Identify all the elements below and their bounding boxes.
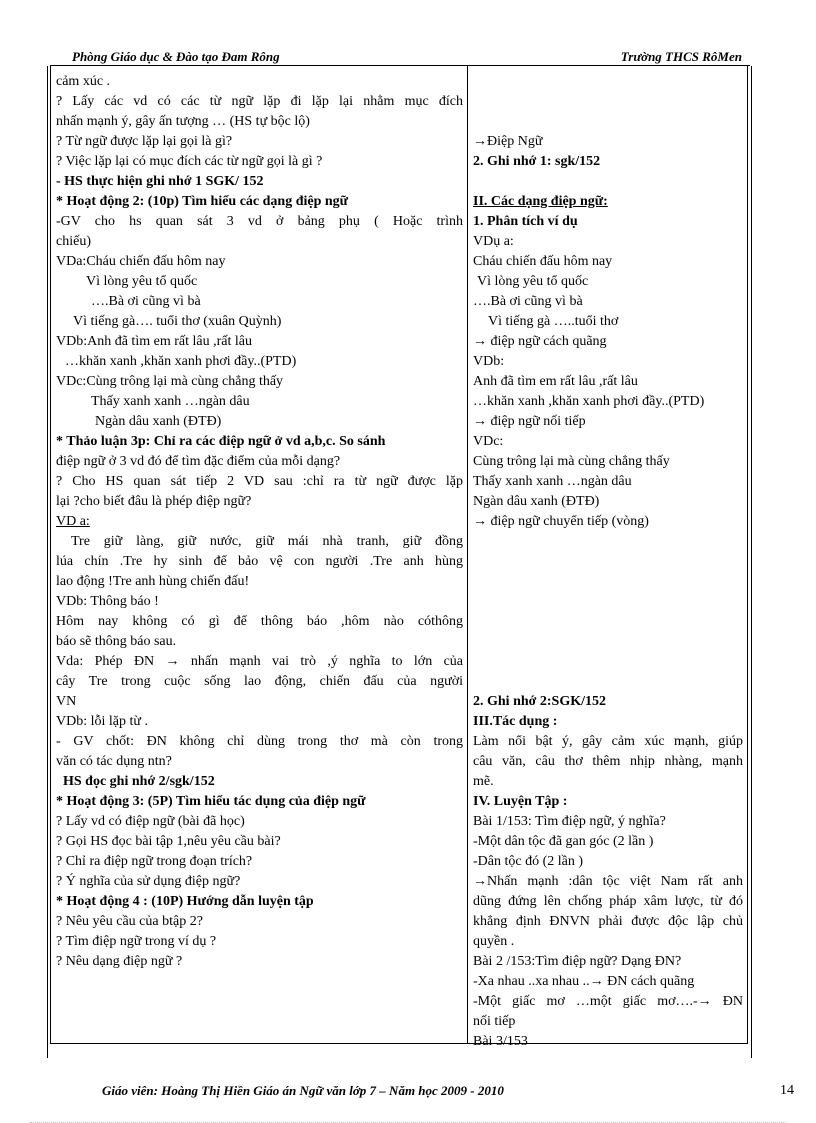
right-line: Anh đã tìm em rất lâu ,rất lâu [473, 374, 638, 389]
page-footer: Giáo viên: Hoàng Thị Hiền Giáo án Ngữ văn lớp 7 – Năm học 2009 - 2010 [102, 1083, 504, 1098]
left-line: ? Gọi HS đọc bài tập 1,nêu yêu cầu bài? [56, 834, 281, 849]
left-line: ? Việc lặp lại có mục đích các từ ngữ gọi là gì ? [56, 154, 323, 169]
left-line: văn có tác dụng ntn? [56, 754, 172, 769]
left-line: * Hoạt động 4 : (10P) Hướng dẫn luyện tập [56, 894, 314, 909]
left-line: HS đọc ghi nhớ 2/sgk/152 [63, 774, 215, 789]
left-line: …khăn xanh ,khăn xanh phơi đầy..(PTD) [65, 354, 297, 369]
left-line: - GV chốt: ĐN không chỉ dùng trong thơ mà còn trong [56, 734, 463, 749]
content-column [468, 66, 747, 1049]
left-line: ? Chỉ ra điệp ngữ trong đoạn trích? [56, 854, 253, 869]
right-line: mẽ. [473, 774, 494, 789]
page-header [72, 49, 742, 65]
left-line: ? Nêu dạng điệp ngữ ? [56, 954, 183, 969]
left-line: ….Bà ơi cũng vì bà [91, 294, 201, 309]
left-line: -GV cho hs quan sát 3 vd ở bảng phụ ( Hoặc trình [56, 214, 463, 229]
right-line: -Xa nhau ..xa nhau ..→ ĐN cách quãng [473, 974, 695, 989]
left-line: chiếu) [56, 234, 91, 249]
right-line: Bài 1/153: Tìm điệp ngữ, ý nghĩa? [473, 814, 666, 829]
left-line: Vì tiếng gà…. tuổi thơ (xuân Quỳnh) [73, 314, 282, 329]
left-line: ? Tìm điệp ngữ trong ví dụ ? [56, 934, 217, 949]
right-line: Bài 3/153 [473, 1034, 528, 1049]
right-line: quyền . [473, 934, 515, 949]
lesson-table [50, 66, 748, 1049]
right-line: → điệp ngữ cách quãng [473, 334, 607, 349]
left-line: ? Từ ngữ được lặp lại gọi là gì? [56, 134, 233, 149]
left-line: ? Ý nghĩa của sử dụng điệp ngữ? [56, 874, 241, 889]
right-line: → điệp ngữ nối tiếp [473, 414, 586, 429]
left-line: - HS thực hiện ghi nhớ 1 SGK/ 152 [56, 174, 264, 189]
left-line: Vda: Phép ĐN → nhấn mạnh vai trò ,ý nghĩa to lớn của [56, 654, 463, 669]
right-line: VDc: [473, 434, 504, 449]
left-line: cây Tre trong cuộc sống lao động, chiến đấu của người [56, 674, 463, 689]
right-line: IV. Luyện Tập : [473, 794, 568, 809]
outer-border-left [47, 66, 48, 1058]
right-line: → điệp ngữ chuyển tiếp (vòng) [473, 514, 649, 529]
right-line: VDụ a: [473, 234, 514, 249]
left-line: Vì lòng yêu tổ quốc [86, 274, 198, 289]
left-line: VN [56, 694, 77, 709]
right-line: khẳng định ĐNVN phải được độc lập chủ [473, 914, 743, 929]
activities-column [51, 66, 468, 1043]
left-line: * Hoạt động 2: (10p) Tìm hiểu các dạng điệp ngữ [56, 194, 349, 209]
left-line: ? Cho HS quan sát tiếp 2 VD sau :chỉ ra từ ngữ được lặp [56, 474, 463, 489]
left-line: ? Lấy vd có điệp ngữ (bài đã học) [56, 814, 245, 829]
right-line: Thấy xanh xanh …ngàn dâu [473, 474, 632, 489]
left-line: lại ?cho biết đâu là phép điệp ngữ? [56, 494, 252, 509]
right-line: Ngàn dâu xanh (ĐTĐ) [473, 494, 600, 509]
right-line: …khăn xanh ,khăn xanh phơi đầy..(PTD) [473, 394, 705, 409]
right-line: →Điệp Ngữ [473, 134, 543, 149]
left-line: Ngàn dâu xanh (ĐTĐ) [95, 414, 222, 429]
right-line: Vì lòng yêu tổ quốc [477, 274, 589, 289]
left-line: lúa chín .Tre hy sinh để bảo vệ con người .Tre anh hùng [56, 554, 463, 569]
left-line: VDc:Cùng trông lại mà cùng chẳng thấy [56, 374, 284, 389]
right-line: nối tiếp [473, 1014, 516, 1029]
left-line: Thấy xanh xanh …ngàn dâu [91, 394, 250, 409]
right-line: dũng đứng lên chống pháp xâm lược, từ đó [473, 894, 743, 909]
right-line: ….Bà ơi cũng vì bà [473, 294, 583, 309]
right-line: -Một giấc mơ …một giấc mơ….-→ ĐN [473, 994, 743, 1009]
right-line: -Dân tộc đó (2 lần ) [473, 854, 584, 869]
left-line: ? Nêu yêu cầu của btập 2? [56, 914, 203, 929]
right-line: Vì tiếng gà …..tuổi thơ [488, 314, 619, 329]
left-line: VDa:Cháu chiến đấu hôm nay [56, 254, 226, 269]
left-line: điệp ngữ ở 3 vd đó để tìm đặc điểm của mỗi dạng? [56, 454, 341, 469]
header-right: Trường THCS RôMen [620, 49, 742, 64]
right-line: câu văn, câu thơ thêm nhịp nhàng, mạnh [473, 754, 743, 769]
outer-border-right [751, 66, 752, 1058]
header-left: Phòng Giáo dục & Đào tạo Đam Rông [72, 49, 280, 64]
left-line: * Hoạt động 3: (5P) Tìm hiểu tác dụng của điệp ngữ [56, 794, 366, 809]
right-line: Bài 2 /153:Tìm điệp ngữ? Dạng ĐN? [473, 954, 682, 969]
right-line: Cháu chiến đấu hôm nay [473, 254, 613, 269]
left-line: cảm xúc . [56, 74, 111, 89]
page-number: 14 [780, 1083, 794, 1098]
left-line: ? Lấy các vd có các từ ngữ lặp đi lặp lại nhằm mục đích [56, 94, 463, 109]
right-line: →Nhấn mạnh :dân tộc việt Nam rất anh [473, 874, 743, 889]
right-line: III.Tác dụng : [473, 714, 558, 729]
left-line: nhấn mạnh ý, gây ấn tượng … (HS tự bộc lộ) [56, 114, 310, 129]
right-line: -Một dân tộc đã gan góc (2 lần ) [473, 834, 654, 849]
right-line: II. Các dạng điệp ngữ: [473, 194, 608, 209]
left-line: VDb: Thông báo ! [56, 594, 159, 609]
right-line: Cùng trông lại mà cùng chẳng thấy [473, 454, 670, 469]
left-line: * Thảo luận 3p: Chỉ ra các điệp ngữ ở vd a,b,c. So sánh [56, 434, 386, 449]
left-line: VD a: [56, 514, 90, 529]
right-line: 2. Ghi nhớ 1: sgk/152 [473, 154, 601, 169]
left-line: lao động !Tre anh hùng chiến đấu! [56, 574, 250, 589]
right-line: Làm nổi bật ý, gây cảm xúc mạnh, giúp [473, 734, 743, 749]
left-line: Hôm nay không có gì để thông báo ,hôm nào cóthông [56, 614, 463, 629]
right-line: 2. Ghi nhớ 2:SGK/152 [473, 694, 607, 709]
left-line: VDb: lỗi lặp từ . [56, 714, 148, 729]
left-line: Tre giữ làng, giữ nước, giữ mái nhà tranh, giữ đồng [71, 534, 463, 549]
left-line: VDb:Anh đã tìm em rất lâu ,rất lâu [56, 334, 252, 349]
right-line: VDb: [473, 354, 505, 369]
right-line: 1. Phân tích ví dụ [473, 214, 578, 229]
left-line: báo sẽ thông báo sau. [56, 634, 177, 649]
